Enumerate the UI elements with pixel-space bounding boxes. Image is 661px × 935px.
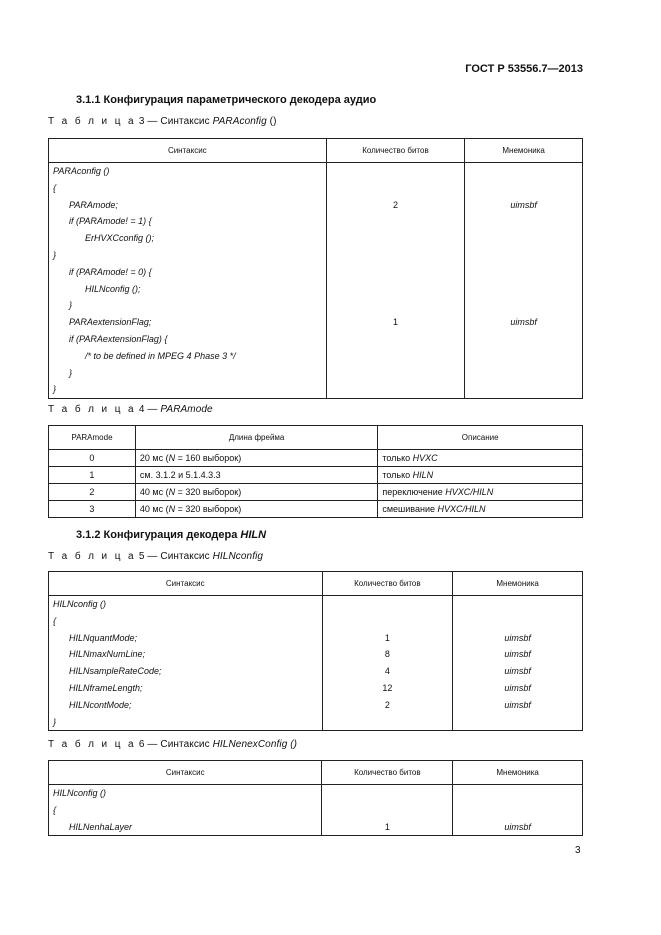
table6-header-mnemonic: Мнемоника (453, 761, 583, 785)
table4-length-cell (135, 501, 377, 518)
section-3-1-2-title-text: 3.1.2 Конфигурация декодера (76, 529, 241, 541)
table3-mnemonic-value (465, 331, 582, 348)
table6-caption-num: 6 — Синтаксис (135, 739, 213, 750)
table4-caption-num: 4 — (135, 404, 161, 415)
table3 (48, 138, 583, 399)
table4-length-cell (135, 450, 377, 467)
table6-syntax-line: { (53, 804, 57, 815)
table4-length-rest: = 320 выборок) (175, 487, 242, 497)
section-3-1-2-title-italic: HILN (240, 529, 267, 541)
table3-syntax-line: } (53, 249, 57, 260)
table4-mode-cell: 2 (49, 484, 136, 501)
table4-length-text: 40 мс ( (139, 487, 169, 497)
table5-mnemonic-cell (453, 596, 583, 731)
table3-syntax-line: PARAconfig () (53, 166, 110, 176)
table3-bits-value: 1 (392, 317, 398, 328)
table5-bits-value: 8 (384, 649, 390, 660)
table4-description-cell (378, 484, 583, 501)
table3-caption-num: 3 — Синтаксис (135, 116, 213, 127)
table4-length-n: N (168, 504, 176, 514)
table5-bits-value (323, 613, 453, 630)
table6-mnemonic-value: uimsbf (504, 821, 531, 832)
table5-syntax-line: HILNquantMode; (69, 632, 138, 643)
table5-mnemonic-value: uimsbf (504, 649, 531, 660)
table4-caption-prefix: Т а б л и ц а (48, 404, 136, 415)
table3-bits-value (327, 381, 465, 398)
table5-mnemonic-value: uimsbf (504, 666, 531, 677)
table5-mnemonic-value: uimsbf (504, 699, 531, 710)
table5-syntax-line: HILNmaxNumLine; (69, 649, 146, 660)
table3-bits-value (327, 331, 465, 348)
table3-syntax-line: } (69, 367, 73, 378)
table5-mnemonic-value (453, 714, 582, 731)
table6-caption-prefix: Т а б л и ц а (48, 739, 136, 750)
table4-description-codec: HVXC/HILN (445, 487, 494, 497)
table5-mnemonic-value (453, 596, 582, 613)
table4-description-text: только (382, 453, 413, 463)
table3-syntax-line: if (PARAmode! = 1) { (69, 216, 152, 227)
table3-bits-cell (326, 163, 465, 399)
table4-length-cell (135, 467, 377, 484)
page-number: 3 (575, 845, 581, 856)
table4-row (49, 467, 583, 484)
table5-mnemonic-value (453, 613, 582, 630)
table3-mnemonic-value (465, 297, 582, 314)
table3-bits-value (327, 281, 465, 298)
table5-bits-cell (322, 596, 453, 731)
table4-length-cell (135, 484, 377, 501)
table3-bits-value (327, 348, 465, 365)
table6-bits-value (322, 785, 452, 802)
table3-mnemonic-cell (465, 163, 583, 399)
table5-bits-value: 4 (384, 666, 390, 677)
table3-bits-value (327, 180, 465, 197)
table5 (48, 571, 583, 731)
table3-syntax-line: } (69, 300, 73, 311)
table3-mnemonic-value (465, 365, 582, 382)
table3-caption-suffix: () (266, 116, 277, 127)
table5-bits-value: 12 (382, 682, 393, 693)
table3-mnemonic-value (465, 264, 582, 281)
table3-header-mnemonic: Мнемоника (465, 139, 583, 163)
table4-row (49, 450, 583, 467)
table4-description-codec: HILN (412, 470, 434, 480)
table3-bits-value (327, 247, 465, 264)
table4-length-n: N (168, 453, 176, 463)
document-id: ГОСТ Р 53556.7—2013 (465, 63, 583, 75)
table5-syntax-line: HILNcontMode; (69, 699, 132, 710)
table4-mode-cell: 0 (49, 450, 136, 467)
table3-caption-name: PARAconfig (212, 116, 267, 127)
section-title-3-1-2 (76, 529, 266, 541)
table4-length-text: см. 3.1.2 и 5.1.4.3.3 (139, 470, 221, 480)
table3-syntax-line: HILNconfig (); (85, 283, 141, 294)
table3-syntax-line: /* to be defined in MPEG 4 Phase 3 */ (85, 350, 236, 361)
table5-header-syntax: Синтаксис (49, 572, 323, 596)
table4-description-text: переключение (382, 487, 446, 497)
table3-mnemonic-value (465, 381, 582, 398)
table6-syntax-line: HILNconfig () (53, 788, 107, 798)
table6-caption (48, 739, 297, 750)
table3-mnemonic-value: uimsbf (510, 199, 537, 210)
table5-syntax-line: HILNframeLength; (69, 682, 143, 693)
table6-bits-value: 1 (384, 821, 390, 832)
table4-description-text: смешивание (382, 504, 438, 514)
table3-caption (48, 116, 277, 127)
table5-caption-prefix: Т а б л и ц а (48, 551, 136, 562)
table5-syntax-line: HILNconfig () (53, 599, 107, 609)
table3-bits-value (327, 365, 465, 382)
table3-syntax-line: } (53, 384, 57, 395)
table6-mnemonic-value (453, 802, 582, 819)
table4-header-length: Длина фрейма (135, 426, 377, 450)
table3-header-bits: Количество битов (326, 139, 465, 163)
table5-caption-name: HILNconfig (212, 551, 264, 562)
table3-bits-value (327, 297, 465, 314)
table4-description-codec: HVXC (412, 453, 438, 463)
table3-mnemonic-value (465, 213, 582, 230)
table4-length-rest: = 160 выборок) (175, 453, 242, 463)
table4-description-cell (378, 450, 583, 467)
table6-mnemonic-cell (453, 785, 583, 836)
table5-bits-value: 2 (384, 699, 390, 710)
table4-description-cell (378, 501, 583, 518)
table3-caption-prefix: Т а б л и ц а (48, 116, 136, 127)
table3-syntax-line: ErHVXCconfig (); (85, 233, 155, 244)
table5-bits-value (323, 714, 453, 731)
table5-header-mnemonic: Мнемоника (453, 572, 583, 596)
table3-bits-value (327, 230, 465, 247)
table3-bits-value (327, 213, 465, 230)
table5-bits-value (323, 596, 453, 613)
table3-syntax-line: if (PARAextensionFlag) { (69, 333, 168, 344)
table3-mnemonic-value (465, 230, 582, 247)
table3-bits-value: 2 (392, 199, 398, 210)
table3-mnemonic-value (465, 180, 582, 197)
table5-caption-num: 5 — Синтаксис (135, 551, 213, 562)
table4-mode-cell: 1 (49, 467, 136, 484)
table4-caption (48, 404, 213, 415)
table4-length-n: N (168, 487, 176, 497)
table6-syntax-cell (49, 785, 322, 836)
table6-syntax-line: HILNenhaLayer (69, 821, 133, 832)
table5-bits-value: 1 (384, 632, 390, 643)
table4 (48, 425, 583, 518)
table3-mnemonic-value (465, 247, 582, 264)
table3-mnemonic-value (465, 281, 582, 298)
table3-mnemonic-value: uimsbf (510, 317, 537, 328)
table4-caption-name: PARAmode (160, 404, 213, 415)
table4-description-codec: HVXC/HILN (437, 504, 486, 514)
table3-syntax-line: { (53, 182, 57, 193)
table6 (48, 760, 583, 836)
table6-bits-cell (322, 785, 453, 836)
table5-mnemonic-value: uimsbf (504, 632, 531, 643)
table4-description-cell (378, 467, 583, 484)
table5-syntax-cell (49, 596, 323, 731)
table5-syntax-line: } (53, 716, 57, 727)
table6-mnemonic-value (453, 785, 582, 802)
table4-row (49, 501, 583, 518)
table4-header-description: Описание (378, 426, 583, 450)
table4-description-text: только (382, 470, 413, 480)
table6-bits-value (322, 802, 452, 819)
table3-syntax-line: if (PARAmode! = 0) { (69, 266, 152, 277)
table3-header-syntax: Синтаксис (49, 139, 327, 163)
table5-mnemonic-value: uimsbf (504, 682, 531, 693)
table3-bits-value (327, 264, 465, 281)
table3-syntax-line: PARAextensionFlag; (69, 317, 152, 328)
table4-header-mode: PARAmode (49, 426, 136, 450)
table5-header-bits: Количество битов (322, 572, 453, 596)
table3-syntax-cell (49, 163, 327, 399)
table3-mnemonic-value (465, 163, 582, 180)
table4-length-text: 40 мс ( (139, 504, 169, 514)
table6-header-syntax: Синтаксис (49, 761, 322, 785)
table3-bits-value (327, 163, 465, 180)
table5-caption (48, 551, 263, 562)
table4-mode-cell: 3 (49, 501, 136, 518)
table6-header-bits: Количество битов (322, 761, 453, 785)
table4-row (49, 484, 583, 501)
table6-caption-name: HILNenexConfig () (212, 739, 298, 750)
table4-length-text: 20 мс ( (139, 453, 169, 463)
table5-syntax-line: HILNsampleRateCode; (69, 666, 162, 677)
table4-length-rest: = 320 выборок) (175, 504, 242, 514)
table5-syntax-line: { (53, 615, 57, 626)
table3-syntax-line: PARAmode; (69, 199, 118, 210)
section-title-3-1-1: 3.1.1 Конфигурация параметрического декодера аудио (76, 94, 377, 106)
table3-mnemonic-value (465, 348, 582, 365)
